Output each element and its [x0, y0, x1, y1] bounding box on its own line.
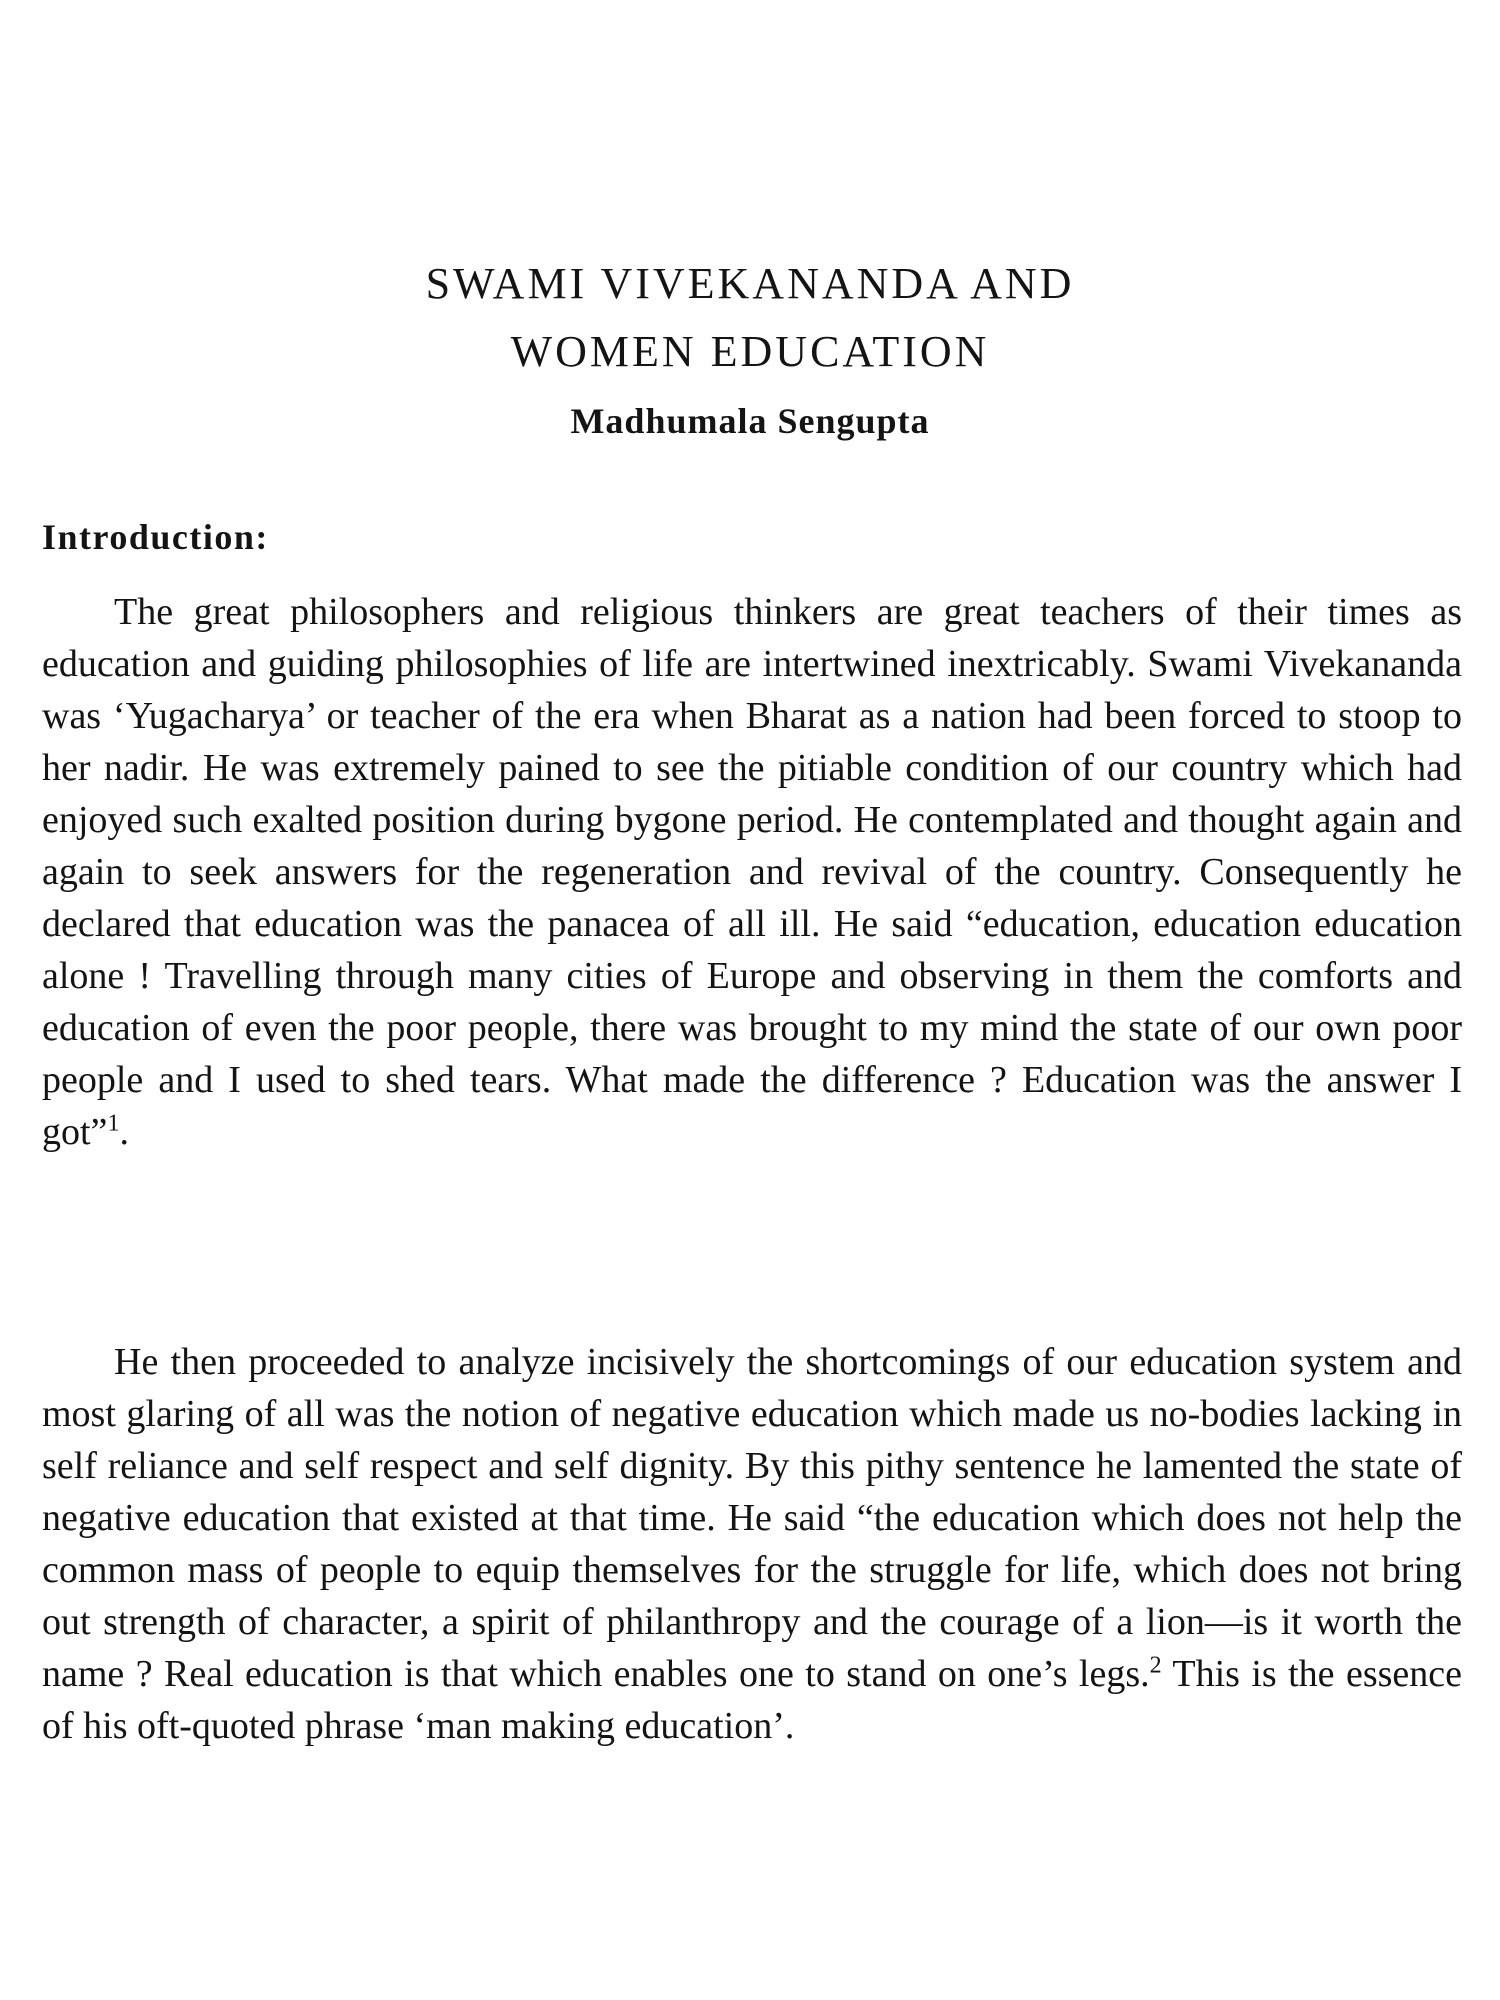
article-title: [0, 250, 1500, 386]
paragraph-1-tail: .: [119, 1111, 129, 1153]
section-heading: Introduction:: [42, 517, 269, 557]
paragraph-2: [42, 1336, 1462, 1752]
paragraph-2-text: He then proceeded to analyze incisively the shortcomings of our education system and most glaring of all was the notion of negative education which made us no-bodies lacking in self reliance and self respect and self dignity. By this pithy sentence he lamented the state of negative education that existed at that time. He said “the education which does not help the common mass of people to equip themselves for the struggle for life, which does not bring out strength of character, a spirit of philanthropy and the courage of a lion—is it worth the name ? Real education is that which enables one to stand on one’s legs.: [42, 1341, 1462, 1695]
title-line-2: WOMEN EDUCATION: [510, 327, 990, 376]
footnote-ref-1: 1: [107, 1110, 120, 1137]
title-line-1: SWAMI VIVEKANANDA AND: [425, 259, 1075, 308]
paragraph-2-tail: This is the essence of his oft-quoted phrase ‘man making education’.: [42, 1653, 1462, 1747]
paragraph-1: [42, 586, 1462, 1158]
paragraph-1-text: The great philosophers and religious thinkers are great teachers of their times as education and guiding philosophies of life are intertwined inextricably. Swami Vivekananda was ‘Yugacharya’ or teacher of the era when Bharat as a nation had been forced to stoop to her nadir. He was extremely pained to see the pitiable condition of our country which had enjoyed such exalted position during bygone period. He contemplated and thought again and again to seek answers for the regeneration and revival of the country. Consequently he declared that education was the panacea of all ill. He said “education, education education alone ! Travelling through many cities of Europe and observing in them the comforts and education of even the poor people, there was brought to my mind the state of our own poor people and I used to shed tears. What made the difference ? Education was the answer I got”: [42, 591, 1462, 1153]
footnote-ref-2: 2: [1149, 1652, 1162, 1679]
author-name: Madhumala Sengupta: [570, 401, 930, 441]
